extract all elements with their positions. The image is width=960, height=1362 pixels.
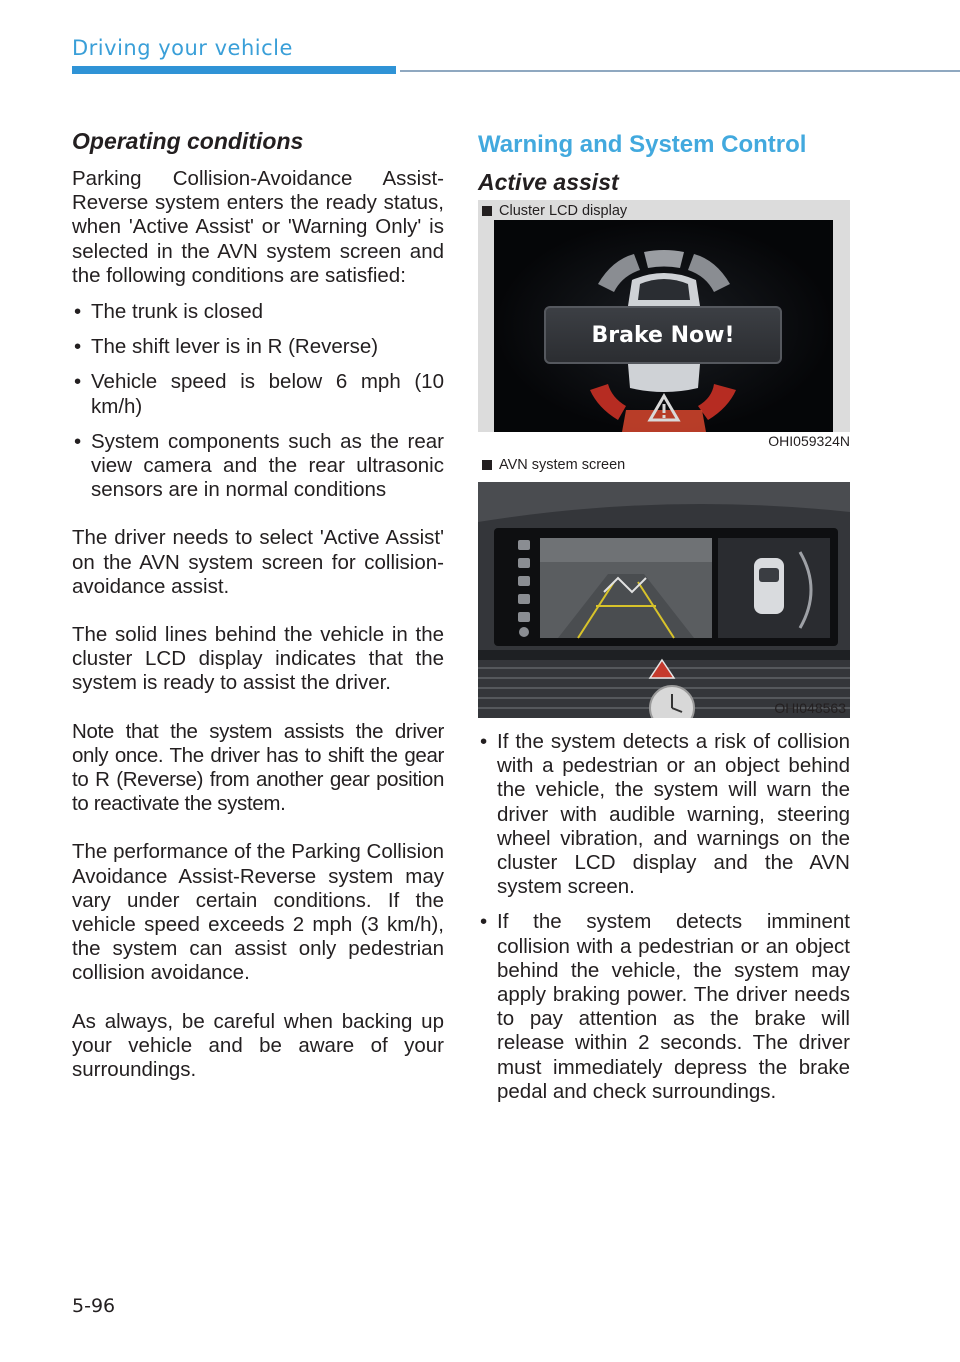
condition-item: • The trunk is closed xyxy=(72,300,444,324)
right-column xyxy=(478,128,850,1128)
left-column xyxy=(72,128,444,1106)
warning-list xyxy=(478,730,850,1104)
paragraph-active-assist: The driver needs to select 'Active Assist' on the AVN system screen for collision-avoidance assist. xyxy=(72,526,444,598)
conditions-list xyxy=(72,300,444,502)
cluster-lcd-image xyxy=(478,200,850,432)
avn-figure xyxy=(478,454,850,718)
paragraph-assists-once: Note that the system assists the driver only once. The driver has to shift the gear to R (Reverse) from another gear position to reactivate the system. xyxy=(72,719,444,816)
warning-control-heading: Warning and System Control xyxy=(478,131,807,158)
warning-item: • If the system detects a risk of collision with a pedestrian or an object behind the vehicle, the system will warn the driver with audible warning, steering wheel vibration, and warnings on the cluster LCD display and the AVN system screen. xyxy=(478,730,850,899)
avn-dashboard-graphic xyxy=(478,482,850,718)
paragraph-performance: The performance of the Parking Collision Avoidance Assist-Reverse system may vary under certain conditions. If the vehicle speed exceeds 2 mph (3 km/h), the system can assist only pedestrian collision avoidance. xyxy=(72,840,444,985)
square-bullet-icon xyxy=(482,460,492,470)
cluster-figure-label: Cluster LCD display xyxy=(478,200,627,222)
warning-item: • If the system detects imminent collision with a pedestrian or an object behind the vehicle, the system may apply braking power. The driver needs to pay attention as the brake will release within 2 seconds. The driver must immediately depress the brake pedal and check surroundings. xyxy=(478,910,850,1104)
square-bullet-icon xyxy=(482,206,492,216)
section-header: Driving your vehicle xyxy=(72,36,293,60)
intro-paragraph: Parking Collision-Avoidance Assist-Reverse system enters the ready status, when 'Active Assist' or 'Warning Only' is selected in the AVN system screen and the following conditions are satisfied: xyxy=(72,167,444,287)
header-rule xyxy=(400,70,960,72)
paragraph-solid-lines: The solid lines behind the vehicle in the cluster LCD display indicates that the system is ready to assist the driver. xyxy=(72,623,444,695)
condition-item: • The shift lever is in R (Reverse) xyxy=(72,335,444,359)
cluster-figure xyxy=(478,200,850,450)
active-assist-heading: Active assist xyxy=(478,169,619,195)
page-number: 5-96 xyxy=(72,1295,116,1317)
cluster-screen xyxy=(494,220,833,432)
operating-conditions-heading: Operating conditions xyxy=(72,128,304,154)
header-bar-accent xyxy=(72,66,396,74)
avn-figure-code: OHI048563 xyxy=(774,700,846,716)
condition-item: • Vehicle speed is below 6 mph (10 km/h) xyxy=(72,370,444,418)
paragraph-caution: As always, be careful when backing up your vehicle and be aware of your surroundings. xyxy=(72,1009,444,1082)
condition-item: • System components such as the rear view camera and the rear ultrasonic sensors are in normal conditions xyxy=(72,430,444,503)
avn-figure-label: AVN system screen xyxy=(478,454,850,476)
cluster-figure-code: OHI059324N xyxy=(768,433,850,449)
avn-screen-image xyxy=(478,482,850,718)
brake-now-message: Brake Now! xyxy=(544,306,782,364)
